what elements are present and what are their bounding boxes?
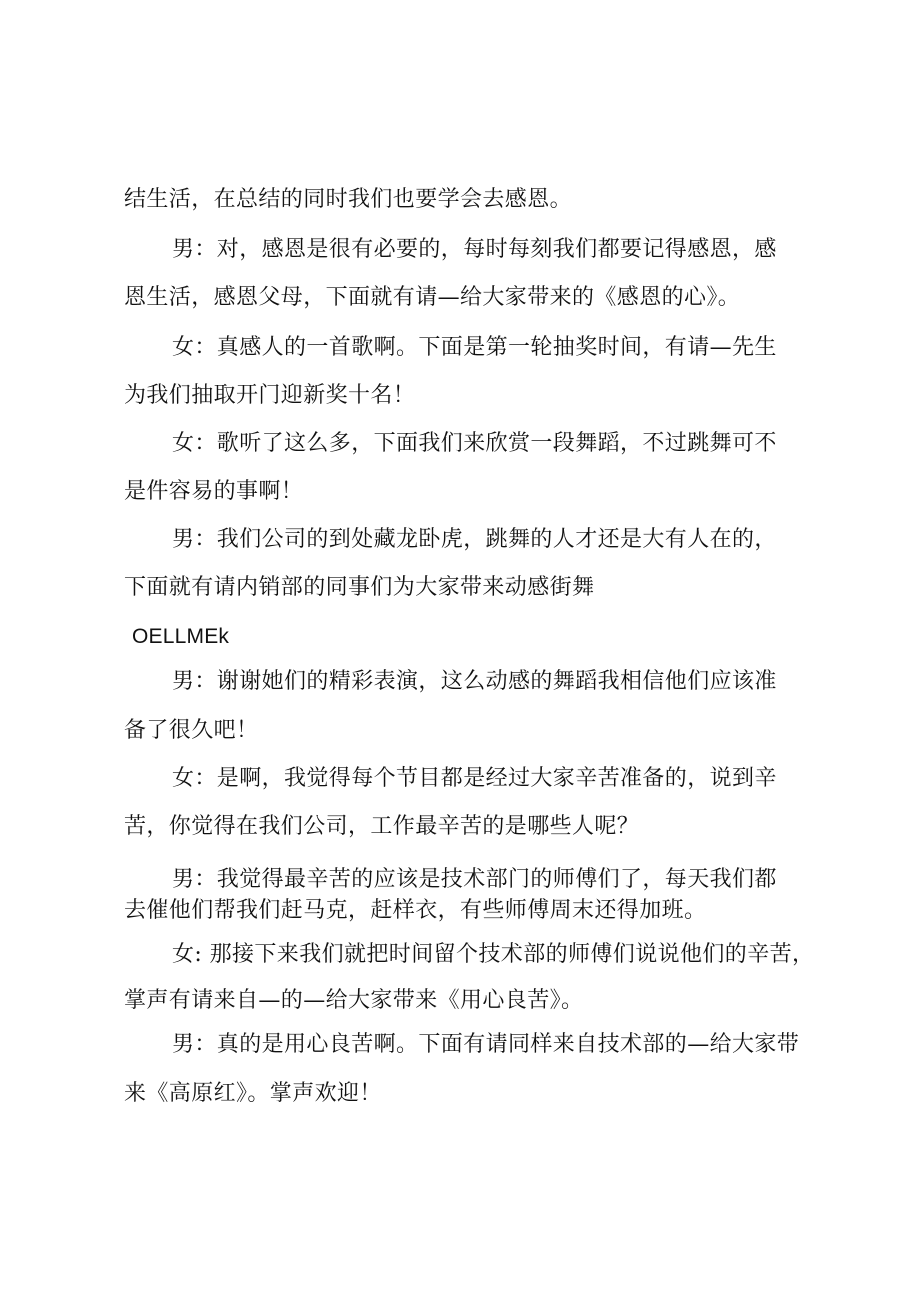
paragraph-line: 备了很久吧！	[124, 718, 259, 743]
paragraph-line: 掌声有请来自—的—给大家带来《用心良苦》。	[124, 988, 584, 1013]
paragraph-line: 下面就有请内销部的同事们为大家带来动感街舞	[124, 575, 595, 600]
paragraph-line: 男：我们公司的到处藏龙卧虎，跳舞的人才还是大有人在的，	[172, 527, 777, 552]
paragraph-line: 男：我觉得最辛苦的应该是技术部门的师傅们了，每天我们都	[172, 867, 777, 892]
paragraph-line: 来《高原红》。掌声欢迎！	[124, 1081, 382, 1106]
paragraph-line: 女：歌听了这么多，下面我们来欣赏一段舞蹈，不过跳舞可不	[172, 431, 777, 456]
paragraph-line: 男：谢谢她们的精彩表演，这么动感的舞蹈我相信他们应该准	[172, 669, 777, 694]
paragraph-line: 结生活，在总结的同时我们也要学会去感恩。	[124, 187, 573, 212]
paragraph-line: 女：是啊，我觉得每个节目都是经过大家辛苦准备的，说到辛	[172, 766, 777, 791]
paragraph-line: 男：对，感恩是很有必要的，每时每刻我们都要记得感恩，感	[172, 237, 777, 262]
code-line: OELLMEk	[132, 625, 230, 648]
paragraph-line: 女: 那接下来我们就把时间留个技术部的师傅们说说他们的辛苦，	[172, 942, 815, 967]
paragraph-line: 去催他们帮我们赶马克，赶样衣，有些师傅周末还得加班。	[124, 898, 707, 923]
paragraph-line: 女：真感人的一首歌啊。下面是第一轮抽奖时间，有请—先生	[172, 335, 777, 360]
paragraph-line: 男：真的是用心良苦啊。下面有请同样来自技术部的—给大家带	[172, 1032, 800, 1057]
paragraph-line: 苦，你觉得在我们公司，工作最辛苦的是哪些人呢？	[124, 814, 640, 839]
paragraph-line: 为我们抽取开门迎新奖十名！	[124, 383, 416, 408]
paragraph-line: 是件容易的事啊！	[124, 479, 304, 504]
paragraph-line: 恩生活，感恩父母，下面就有请—给大家带来的《感恩的心》。	[124, 285, 741, 310]
